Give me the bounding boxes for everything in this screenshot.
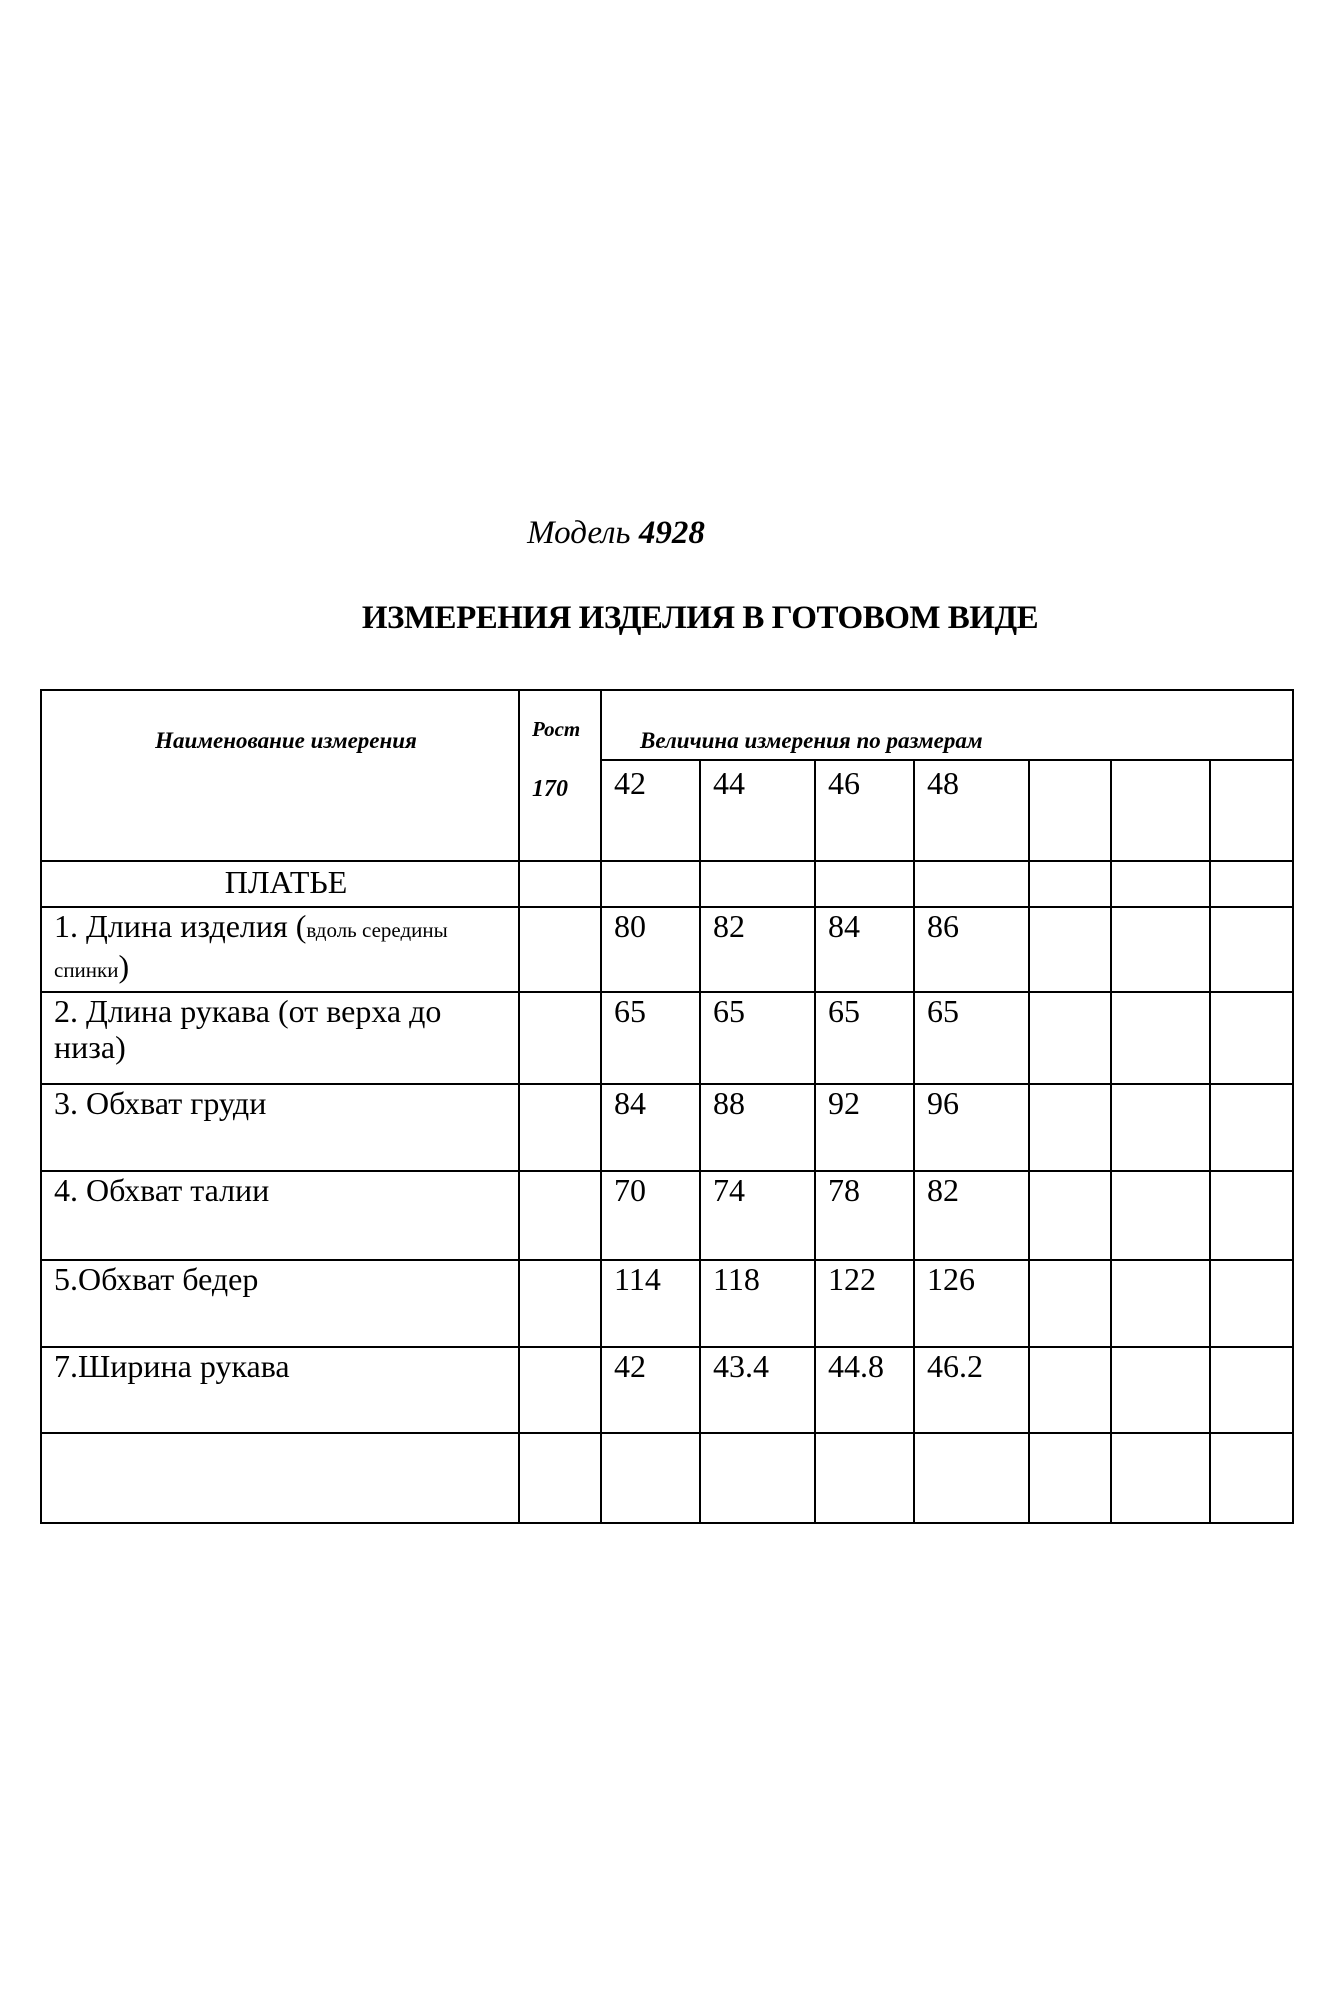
value-cell: 46.2: [914, 1347, 1029, 1433]
value-cell: 88: [700, 1084, 815, 1171]
cell: [1111, 1171, 1210, 1260]
cell: [1111, 1084, 1210, 1171]
cell: [700, 1433, 815, 1523]
size-cell: 48: [914, 760, 1029, 861]
size-cell: [1029, 760, 1111, 861]
cell: [1111, 907, 1210, 992]
cell: [815, 1433, 914, 1523]
cell: [1029, 992, 1111, 1084]
cell: [519, 1433, 601, 1523]
row-name: 3. Обхват груди: [41, 1084, 519, 1171]
cell: [601, 861, 700, 907]
cell: [1029, 1260, 1111, 1347]
row-name: 7.Ширина рукава: [41, 1347, 519, 1433]
rost-label: Рост: [532, 717, 581, 741]
value-cell: 43.4: [700, 1347, 815, 1433]
table-row: [41, 1171, 1293, 1260]
value-cell: 82: [700, 907, 815, 992]
size-cell: [1111, 760, 1210, 861]
row-name-end: ): [118, 948, 130, 984]
cell: [1029, 861, 1111, 907]
header-sizes: Величина измерения по размерам: [601, 690, 1293, 760]
row-name: 5.Обхват бедер: [41, 1260, 519, 1347]
cell: [1111, 992, 1210, 1084]
cell: [519, 1347, 601, 1433]
value-cell: 44.8: [815, 1347, 914, 1433]
value-cell: 82: [914, 1171, 1029, 1260]
row-name: 4. Обхват талии: [41, 1171, 519, 1260]
cell: [41, 1433, 519, 1523]
cell: [1029, 1433, 1111, 1523]
value-cell: 80: [601, 907, 700, 992]
cell: [1210, 907, 1293, 992]
cell: [1210, 861, 1293, 907]
table-row: [41, 907, 1293, 992]
cell: [601, 1433, 700, 1523]
cell: [1111, 861, 1210, 907]
cell: [1210, 992, 1293, 1084]
value-cell: 114: [601, 1260, 700, 1347]
cell: [519, 861, 601, 907]
cell: [1111, 1433, 1210, 1523]
table-row: [41, 1347, 1293, 1433]
model-title: [0, 515, 1232, 552]
cell: [815, 861, 914, 907]
empty-row: [41, 1433, 1293, 1523]
cell: [1029, 1347, 1111, 1433]
value-cell: 118: [700, 1260, 815, 1347]
value-cell: 70: [601, 1171, 700, 1260]
value-cell: 84: [601, 1084, 700, 1171]
cell: [1029, 1171, 1111, 1260]
cell: [519, 1084, 601, 1171]
row-name: 2. Длина рукава (от верха до низа): [41, 992, 519, 1084]
cell: [1210, 1260, 1293, 1347]
section-title: ПЛАТЬЕ: [41, 861, 519, 907]
rost-value: 170: [532, 776, 568, 802]
value-cell: 65: [601, 992, 700, 1084]
measurements-table: [40, 689, 1294, 1524]
cell: [914, 861, 1029, 907]
value-cell: 42: [601, 1347, 700, 1433]
header-rost: [519, 690, 601, 861]
size-cell: [1210, 760, 1293, 861]
row-name-note: вдоль середины спинки: [54, 918, 448, 982]
value-cell: 74: [700, 1171, 815, 1260]
cell: [700, 861, 815, 907]
header-name: Наименование измерения: [41, 690, 519, 861]
value-cell: 65: [914, 992, 1029, 1084]
value-cell: 84: [815, 907, 914, 992]
value-cell: 126: [914, 1260, 1029, 1347]
value-cell: 92: [815, 1084, 914, 1171]
cell: [1210, 1347, 1293, 1433]
size-cell: 46: [815, 760, 914, 861]
value-cell: 96: [914, 1084, 1029, 1171]
table-row: [41, 1260, 1293, 1347]
cell: [1210, 1433, 1293, 1523]
value-cell: 65: [815, 992, 914, 1084]
value-cell: 86: [914, 907, 1029, 992]
table-row: [41, 992, 1293, 1084]
model-label: Модель: [527, 515, 631, 551]
page-heading: ИЗМЕРЕНИЯ ИЗДЕЛИЯ В ГОТОВОМ ВИДЕ: [361, 600, 1039, 636]
cell: [1210, 1171, 1293, 1260]
cell: [1029, 907, 1111, 992]
cell: [1210, 1084, 1293, 1171]
cell: [519, 992, 601, 1084]
value-cell: 65: [700, 992, 815, 1084]
cell: [1111, 1347, 1210, 1433]
row-name: [41, 907, 519, 992]
row-name-text: 1. Длина изделия (: [54, 908, 307, 944]
cell: [914, 1433, 1029, 1523]
cell: [1029, 1084, 1111, 1171]
model-number: 4928: [638, 515, 705, 551]
cell: [1111, 1260, 1210, 1347]
size-cell: 42: [601, 760, 700, 861]
value-cell: 122: [815, 1260, 914, 1347]
value-cell: 78: [815, 1171, 914, 1260]
size-cell: 44: [700, 760, 815, 861]
table-row: [41, 1084, 1293, 1171]
cell: [519, 907, 601, 992]
cell: [519, 1260, 601, 1347]
cell: [519, 1171, 601, 1260]
